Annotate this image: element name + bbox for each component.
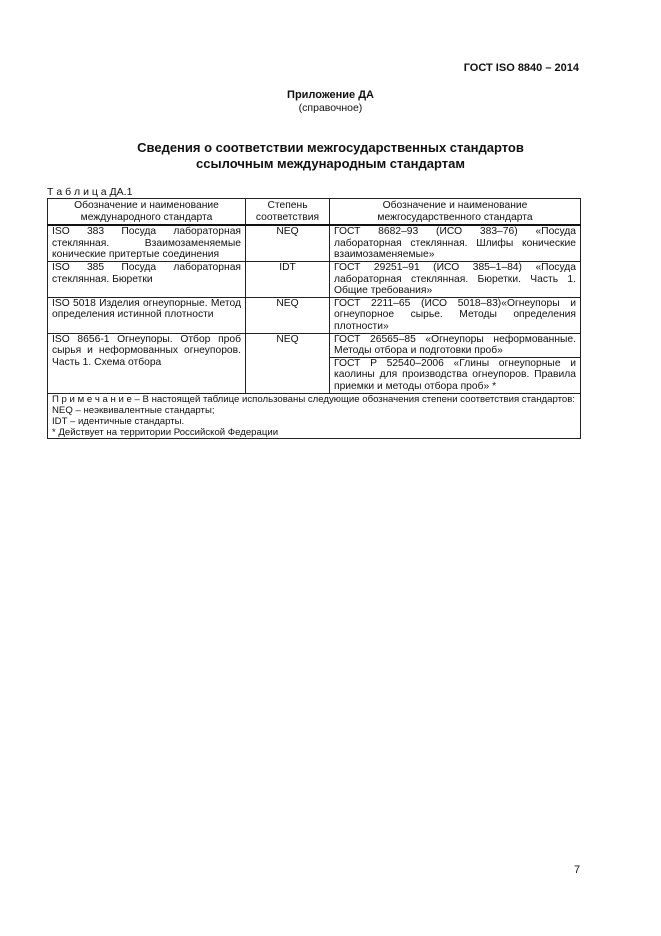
table-note-row xyxy=(48,393,581,438)
column-header-degree: Степень соответствия xyxy=(246,199,330,226)
table-caption: Т а б л и ц а ДА.1 xyxy=(47,186,133,198)
table-row xyxy=(48,297,581,333)
column-header-international: Обозначение и наименование международного стандарта xyxy=(48,199,246,226)
cell-interstate-standard: ГОСТ 29251–91 (ИСО 385–1–84) «Посуда лабораторная стеклянная. Бюретки. Часть 1. Общие требования» xyxy=(330,261,581,297)
cell-degree: NEQ xyxy=(246,333,330,393)
cell-international-standard: ISO 383 Посуда лабораторная стеклянная. Взаимозаменяемые конические притертые соединения xyxy=(48,225,246,261)
cell-international-standard: ISO 8656-1 Огнеупоры. Отбор проб сырья и неформованных огнеупоров. Часть 1. Схема отбора xyxy=(48,333,246,393)
note-idt: IDT – идентичные стандарты. xyxy=(52,415,185,427)
page-number: 7 xyxy=(574,864,581,876)
note-neq: NEQ – неэквивалентные стандарты; xyxy=(52,404,215,416)
annex-subtitle: (справочное) xyxy=(298,102,363,114)
table-header-row xyxy=(48,199,581,226)
note-text: – В настоящей таблице использованы следующие обозначения степени соответствия стандартов: xyxy=(131,393,575,405)
cell-interstate-standard: ГОСТ 8682–93 (ИСО 383–76) «Посуда лабораторная стеклянная. Шлифы конические взаимозаменяемые» xyxy=(330,225,581,261)
heading-line-1: Сведения о соответствии межгосударственных стандартов xyxy=(137,140,524,155)
cell-degree: IDT xyxy=(246,261,330,297)
table-row xyxy=(48,225,581,261)
cell-interstate-standard: ГОСТ 26565–85 «Огнеупоры неформованные. Методы отбора и подготовки проб» xyxy=(330,333,581,357)
cell-international-standard: ISO 385 Посуда лабораторная стеклянная. Бюретки xyxy=(48,261,246,297)
correspondence-table xyxy=(47,198,581,439)
annex-title: Приложение ДА xyxy=(287,89,374,101)
heading-line-2: ссылочным международным стандартам xyxy=(196,156,465,171)
table-note xyxy=(48,393,581,438)
table-row xyxy=(48,261,581,297)
cell-degree: NEQ xyxy=(246,225,330,261)
cell-interstate-standard: ГОСТ 2211–65 (ИСО 5018–83)«Огнеупоры и огнеупорное сырье. Методы определения плотности» xyxy=(330,297,581,333)
cell-international-standard: ISO 5018 Изделия огнеупорные. Метод определения истинной плотности xyxy=(48,297,246,333)
note-intro xyxy=(52,394,576,405)
cell-degree: NEQ xyxy=(246,297,330,333)
column-header-interstate: Обозначение и наименование межгосударственного стандарта xyxy=(330,199,581,226)
note-footnote: * Действует на территории Российской Федерации xyxy=(52,426,279,438)
table-row xyxy=(48,333,581,357)
document-heading xyxy=(0,140,661,172)
cell-interstate-standard-extra: ГОСТ Р 52540–2006 «Глины огнеупорные и каолины для производства огнеупоров. Правила приемки и методы отбора проб» * xyxy=(330,357,581,393)
note-label: П р и м е ч а н и е xyxy=(52,393,132,405)
standard-code: ГОСТ ISO 8840 – 2014 xyxy=(463,62,579,74)
